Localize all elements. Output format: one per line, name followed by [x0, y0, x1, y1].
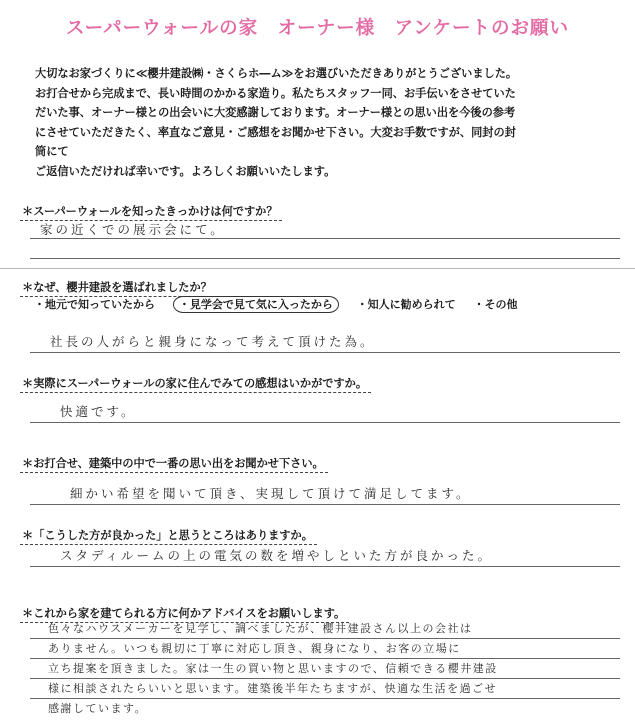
answer-rule — [30, 352, 620, 353]
intro-line: 大切なお家づくりに≪櫻井建設㈱・さくらホ―ム≫をお選びいただきありがとうございました。 — [35, 67, 518, 80]
answer-rule — [30, 422, 620, 423]
answer-rule — [30, 698, 620, 699]
question-6-answer-line: 様に相談されたらいいと思います。建築後半年たちますが、快適な生活を過ごせ — [48, 682, 498, 695]
option-referral[interactable]: ・知人に勧められて — [356, 298, 456, 311]
question-6-answer-line: 色々なハウスメーカーを見学し、調べましたが、櫻井建設さん以上の会社は — [48, 622, 473, 635]
question-6-section — [20, 602, 620, 715]
question-2-label: ＊なぜ、櫻井建設を選ばれましたか？ — [20, 279, 216, 297]
intro-line: 筒にて — [35, 145, 69, 158]
intro-line: ご返信いただければ幸いです。よろしくお願いいたします。 — [35, 164, 336, 178]
intro-line: だいた事、オーナー様との出会いに大変感謝しております。オーナー様との思い出を今後の参考 — [35, 106, 516, 119]
question-1-section — [20, 200, 620, 237]
question-1-label: ＊スーパーウォールを知ったきっかけは何ですか？ — [20, 203, 282, 221]
answer-rule — [30, 504, 620, 505]
page-title: スーパーウォールの家 オーナー様 アンケートのお願い — [66, 18, 569, 39]
question-6-answer-line: 感謝しています。 — [48, 702, 148, 715]
question-2-answer: 社長の人がらと親身になって考えて頂けた為。 — [50, 334, 376, 349]
question-6-answer-line: 立ち提案を頂きました。家は一生の買い物と思いますので、信頼できる櫻井建設 — [48, 662, 498, 675]
question-2-section — [20, 276, 620, 349]
option-local[interactable]: ・地元で知っていたから — [34, 298, 155, 311]
answer-rule — [30, 658, 620, 659]
answer-rule — [30, 678, 620, 679]
option-other[interactable]: ・その他 — [473, 298, 518, 311]
answer-rule — [30, 566, 620, 567]
question-3-section — [20, 372, 620, 419]
question-1-answer: 家の近くでの展示会にて。 — [40, 222, 226, 237]
page-divider — [0, 268, 635, 269]
answer-rule — [30, 238, 620, 239]
question-6-label: ＊これから家を建てられる方に何かアドバイスをお願いします。 — [20, 605, 349, 623]
question-3-label: ＊実際にスーパーウォールの家に住んでみての感想はいかがですか。 — [20, 375, 371, 393]
question-2-options — [34, 296, 532, 312]
question-3-answer: 快適です。 — [60, 404, 137, 419]
question-4-label: ＊お打合せ、建築中の中で一番の思い出をお聞かせ下さい。 — [20, 455, 328, 473]
question-4-answer: 細かい希望を聞いて頂き、実現して頂けて満足してます。 — [70, 486, 472, 501]
answer-rule — [30, 638, 620, 639]
question-5-answer: スタディルームの上の電気の数を増やしといた方が良かった。 — [60, 548, 494, 563]
question-5-label: ＊「こうした方が良かった」と思うところはありますか。 — [20, 527, 317, 545]
intro-line: にさせていただきたく、率直なご意見・ご感想をお聞かせ下さい。大変お手数ですが、同封の封 — [35, 125, 516, 139]
question-4-section — [20, 452, 620, 501]
answer-rule — [30, 258, 620, 259]
question-5-section — [20, 524, 620, 563]
intro-line: お打合せから完成まで、長い時間のかかる家造り。私たちスタッフ一同、お手伝いをさせていた — [35, 86, 516, 100]
question-6-answer-line: ありません。いつも親切に丁寧に対応し頂き、親身になり、お客の立場に — [48, 642, 461, 655]
intro-text — [35, 64, 615, 181]
option-open-house-selected[interactable]: ・見学会で見て気に入ったから — [173, 296, 339, 313]
